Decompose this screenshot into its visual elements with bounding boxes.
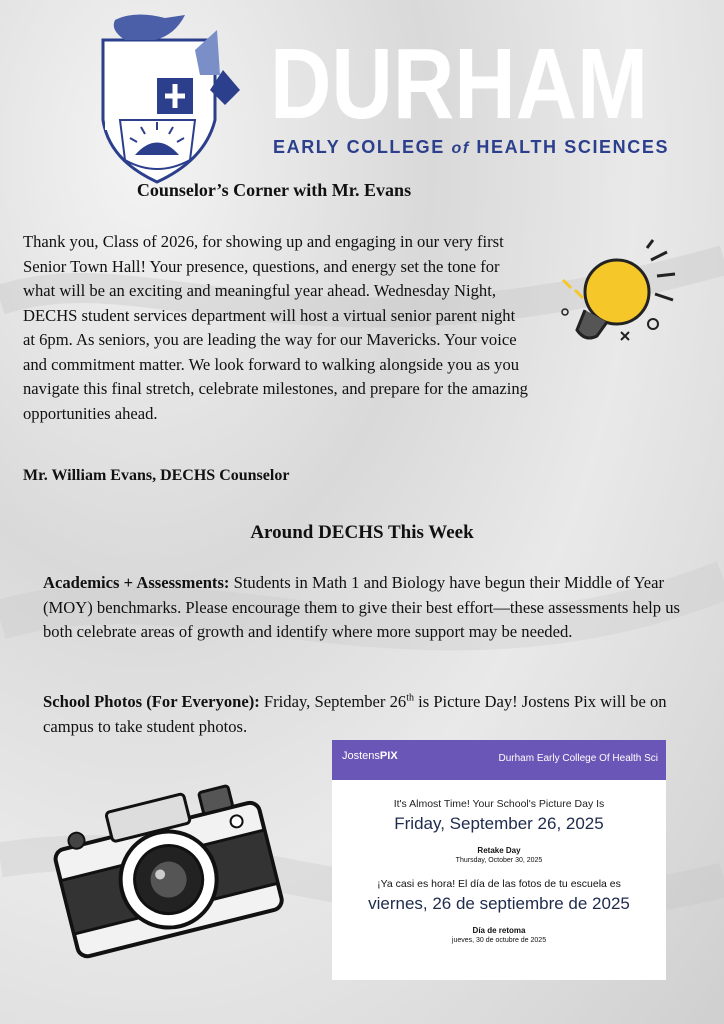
- academics-text: Students in Math 1 and Biology have begun their Middle of Year (MOY) benchmarks. Please encourage them to give their best effort—these assessments help us both celebrate areas of growth and identify where more support may be needed.: [43, 573, 680, 641]
- card-date-es: viernes, 26 de septiembre de 2025: [368, 894, 630, 913]
- academics-label: Academics + Assessments:: [43, 573, 230, 592]
- card-retoma-date: jueves, 30 de octubre de 2025: [451, 937, 547, 944]
- counselor-message: Thank you, Class of 2026, for showing up and engaging in our very first Senior Town Hall! Your presence, questions, and energy set the tone for what will be an exciting and meaningful year ahead. Wednesday Night, DECHS student services department will host a virtual senior parent night at 6pm. As seniors, you are leading the way for our Mavericks. Your voice and commitment matter. We look forward to walking alongside you as you navigate this final stretch, celebrate milestones, and prepare for the amazing opportunities ahead.: [23, 232, 528, 423]
- counselor-corner-title: Counselor’s Corner with Mr. Evans: [136, 180, 412, 200]
- tagline-part1: EARLY COLLEGE: [273, 137, 445, 157]
- card-retoma-label: Día de retoma: [472, 926, 526, 935]
- school-crest-logo: [95, 10, 245, 185]
- card-intro-en: It's Almost Time! Your School's Picture Day Is: [393, 798, 605, 810]
- around-dechs-title: Around DECHS This Week: [250, 522, 474, 543]
- tagline-part2: HEALTH SCIENCES: [476, 137, 670, 157]
- durham-wordmark: [270, 28, 650, 140]
- card-retake-date: Thursday, October 30, 2025: [455, 857, 543, 864]
- tagline-of: of: [451, 140, 470, 157]
- picture-day-card: [332, 740, 666, 980]
- card-school-name: Durham Early College Of Health Sci: [498, 753, 658, 764]
- school-tagline: [273, 137, 669, 158]
- photos-paragraph: [43, 690, 693, 739]
- svg-text:DURHAM: DURHAM: [270, 28, 648, 140]
- card-date-en: Friday, September 26, 2025: [394, 814, 604, 833]
- academics-paragraph: [43, 571, 693, 645]
- photos-text-a: Friday, September 26: [259, 692, 407, 711]
- counselor-signature: Mr. William Evans, DECHS Counselor: [23, 467, 290, 484]
- camera-icon: [40, 765, 290, 965]
- photos-sup: th: [406, 692, 414, 704]
- card-intro-es: ¡Ya casi es hora! El día de las fotos de tu escuela es: [377, 878, 621, 890]
- photos-label: School Photos (For Everyone):: [43, 692, 260, 711]
- jostens-brand-a: Jostens: [342, 750, 380, 762]
- card-header: [332, 740, 666, 780]
- jostens-brand-b: PIX: [379, 750, 398, 762]
- photos-text-b: is Picture Day! Jostens Pix will be on campus to take student photos.: [43, 692, 667, 736]
- jostens-pix-logo: [342, 750, 398, 762]
- lightbulb-icon: [555, 240, 680, 355]
- card-retake-label: Retake Day: [477, 846, 521, 855]
